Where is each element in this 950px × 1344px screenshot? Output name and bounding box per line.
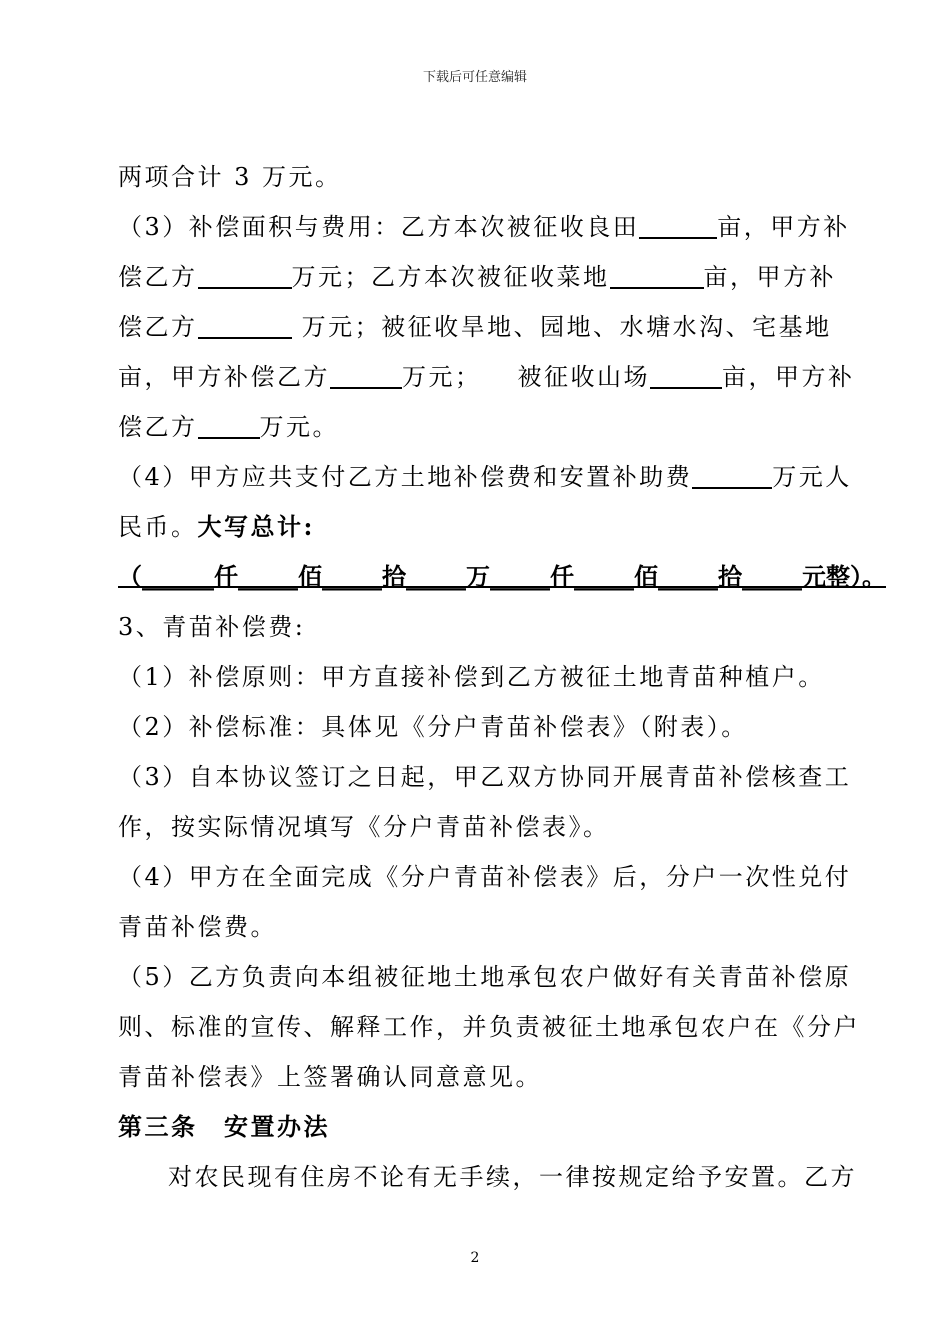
text: 万元；乙方本次被征收菜地 [291,263,610,291]
paragraph-line [118,402,834,452]
blank-field [650,361,722,389]
page-number: 2 [470,1250,480,1266]
text: 万元； [402,363,482,391]
text: （3）补偿面积与费用：乙方本次被征收良田 [118,213,640,241]
paragraph-line: （3）自本协议签订之日起，甲乙双方协同开展青苗补偿核查工 [118,763,852,791]
text: 亩，甲方补 [717,213,850,241]
article-heading: 第三条 安置办法 [118,1112,330,1141]
text: 民币。 [118,513,198,541]
paragraph-line: 青苗补偿表》上签署确认同意意见。 [118,1063,542,1091]
text: 被征收山场 [517,363,650,391]
amount-in-words-line: （______仟_____佰_____拾_____万_____仟_____佰_____拾_____元整）。 [118,562,886,591]
text: 亩，甲方补 [703,263,836,291]
total-label: 大写总计: [197,512,315,541]
paragraph-line: 对农民现有住房不论有无手续，一律按规定给予安置。乙方 [168,1163,857,1191]
blank-field [198,261,292,289]
paragraph-line: （5）乙方负责向本组被征地土地承包农户做好有关青苗补偿原 [118,963,852,991]
blank-field [198,311,292,339]
paragraph-line: 则、标准的宣传、解释工作，并负责被征土地承包农户在《分户 [118,1013,860,1041]
paragraph-line: 作，按实际情况填写《分户青苗补偿表》。 [118,813,610,841]
text: 偿乙方 [118,413,198,441]
text: 偿乙方 [118,313,198,341]
page-header-note: 下载后可任意编辑 [422,70,527,85]
text: 两项合计 3 万元。 [118,163,342,191]
paragraph-line: 青苗补偿费。 [118,913,277,941]
text: 万元。 [259,413,339,441]
blank-field [198,411,260,439]
text: （4）甲方应共支付乙方土地补偿费和安置补助费 [118,463,693,491]
section-heading: 3、青苗补偿费: [118,613,306,641]
paragraph-line [118,502,834,552]
paragraph-line: （4）甲方在全面完成《分户青苗补偿表》后，分户一次性兑付 [118,863,852,891]
paragraph-line: （1）补偿原则：甲方直接补偿到乙方被征土地青苗种植户。 [118,663,825,691]
paragraph-line [118,152,834,202]
paragraph-line [118,202,850,252]
blank-field [692,461,772,489]
text: 万元人 [772,463,852,491]
blank-field [639,211,717,239]
paragraph-line [118,352,855,402]
blank-field [610,261,704,289]
blank-field [330,361,402,389]
text: 亩，甲方补偿乙方 [118,363,330,391]
document-body [118,152,886,1202]
text: 亩，甲方补 [722,363,855,391]
paragraph-line [118,452,852,502]
paragraph-line [118,252,834,302]
text: 万元；被征收旱地、园地、水塘水沟、宅基地 [291,313,832,341]
text: 偿乙方 [118,263,198,291]
paragraph-line: （2）补偿标准：具体见《分户青苗补偿表》（附表）。 [118,713,748,741]
paragraph-line [118,302,834,352]
